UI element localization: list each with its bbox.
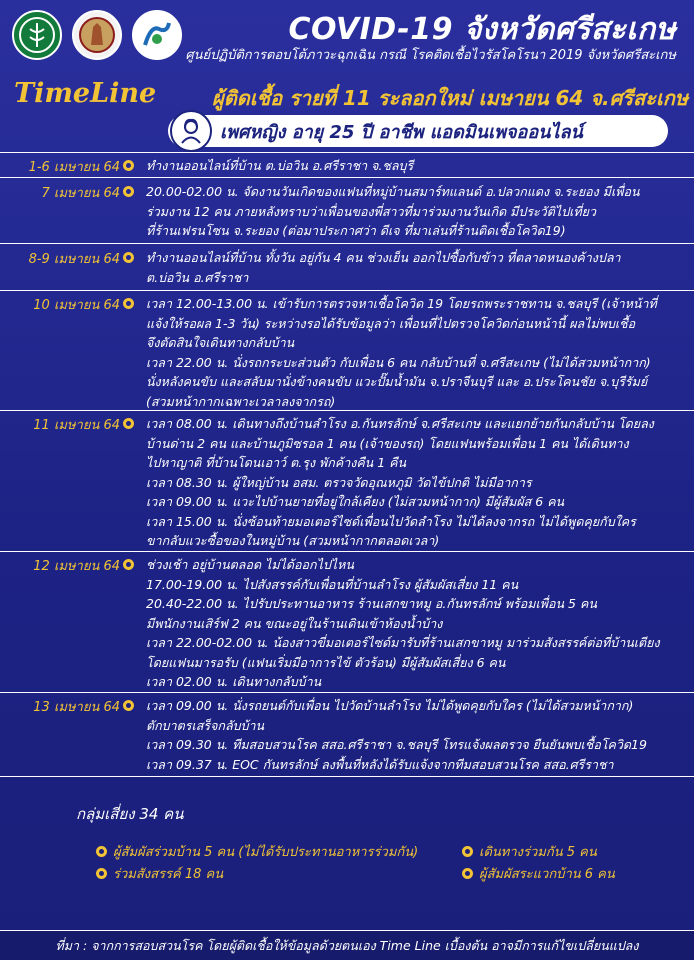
risk-item-label: เดินทางร่วมกัน 5 คน — [479, 845, 597, 860]
timeline-line: ทำงานออนไลน์ที่บ้าน ต.บ่อวิน อ.ศรีราชา จ.ชลบุรี — [146, 158, 414, 173]
risk-item — [462, 841, 597, 862]
timeline-line: 17.00-19.00 น. ไปสังสรรค์กับเพื่อนที่บ้านลำโรง ผู้สัมผัสเสี่ยง 11 คน — [146, 576, 519, 592]
timeline-date: 1-6 เมษายน 64 — [28, 160, 120, 175]
bullet-dot-icon — [462, 846, 473, 857]
timeline-body — [146, 696, 686, 774]
timeline-line: 20.40-22.00 น. ไปรับประทานอาหาร ร้านเสกขาหมู อ.กันทรลักษ์ พร้อมเพื่อน 5 คน — [146, 596, 597, 611]
timeline-line: ที่ร้านเฟรนโซน จ.ระยอง (ต่อมาประกาศว่า ดีเจ ที่มาเล่นที่ร้านติดเชื้อโควิด19) — [146, 223, 566, 238]
risk-item-label: ผู้สัมผัสระแวกบ้าน 6 คน — [479, 867, 615, 882]
timeline-line: เวลา 09.00 น. แวะไปบ้านยายที่อยู่ใกล้เคียง (ไม่สวมหน้ากาก) มีผู้สัมผัส 6 คน — [146, 494, 565, 509]
divider — [0, 177, 694, 178]
timeline-line: เวลา 09.30 น. ทีมสอบสวนโรค สสอ.ศรีราชา จ.ชลบุรี โทรแจ้งผลตรวจ ยืนยันพบเชื้อโควิด19 — [146, 737, 647, 752]
timeline-line: ไปหาญาติ ที่บ้านโดนเอาว์ ต.รุง พักค้างคืน 1 คืน — [146, 455, 407, 470]
divider — [0, 410, 694, 411]
provincial-seal-logo — [72, 10, 122, 60]
timeline-date: 7 เมษายน 64 — [41, 186, 120, 201]
risk-item — [96, 863, 223, 884]
eoc-logo — [132, 10, 182, 60]
timeline-line: เวลา 08.30 น. ผู้ใหญ่บ้าน อสม. ตรวจวัดอุณหภูมิ วัดไข้ปกติ ไม่มีอาการ — [146, 474, 532, 490]
risk-item-label: ผู้สัมผัสร่วมบ้าน 5 คน (ไม่ได้รับประทานอาหารร่วมกัน) — [113, 845, 419, 860]
timeline-line: เวลา 09.37 น. EOC กันทรลักษ์ ลงพื้นที่หลังได้รับแจ้งจากทีมสอบสวนโรค สสอ.ศรีราชา — [146, 756, 614, 772]
timeline-dot-icon — [123, 160, 134, 171]
divider — [0, 152, 694, 153]
divider — [0, 692, 694, 693]
timeline-date: 8-9 เมษายน 64 — [28, 252, 120, 267]
page-subtitle: ศูนย์ปฏิบัติการตอบโต้ภาวะฉุกเฉิน กรณี โรคติดเชื้อไวรัสโคโรนา 2019 จังหวัดศรีสะเกษ — [185, 48, 676, 63]
bullet-dot-icon — [96, 846, 107, 857]
timeline-dot-icon — [123, 700, 134, 711]
timeline-line: นั่งหลังคนขับ และสลับมานั่งข้างคนขับ แวะปั๊มน้ำมัน จ.ปราจีนบุรี และ อ.ประโคนชัย จ.บุรีรัมย์ — [146, 374, 648, 389]
timeline-dot-icon — [123, 186, 134, 197]
timeline-body — [146, 294, 686, 411]
timeline-banner — [0, 78, 694, 112]
divider — [0, 243, 694, 244]
timeline-date: 12 เมษายน 64 — [33, 559, 120, 574]
divider — [0, 776, 694, 777]
timeline-dot-icon — [123, 252, 134, 263]
timeline-line: เวลา 22.00 น. นั่งรถกระบะส่วนตัว กับเพื่อน 6 คน กลับบ้านที่ จ.ศรีสะเกษ (ไม่ได้สวมหน้ากาก) — [146, 354, 651, 370]
timeline-line: ต.บ่อวิน อ.ศรีราชา — [146, 269, 249, 285]
case-title: ผู้ติดเชื้อ รายที่ 11 ระลอกใหม่ เมษายน 64 จ.ศรีสะเกษ — [212, 86, 689, 110]
timeline-date: 11 เมษายน 64 — [33, 418, 120, 433]
timeline-line: จึงตัดสินใจเดินทางกลับบ้าน — [146, 335, 295, 350]
female-avatar-icon — [170, 110, 212, 152]
timeline-line: แจ้งให้รอผล 1-3 วัน) ระหว่างรอได้รับข้อมูลว่า เพื่อนที่ไปตรวจโควิดก่อนหน้านี้ ผลไม่พบเชื้อ — [146, 315, 636, 331]
bullet-dot-icon — [462, 868, 473, 879]
timeline-date: 10 เมษายน 64 — [33, 298, 120, 313]
timeline-line: (สวมหน้ากากเฉพาะเวลาลงจากรถ) — [146, 393, 336, 409]
timeline-dot-icon — [123, 559, 134, 570]
timeline-line: ช่วงเช้า อยู่บ้านตลอด ไม่ได้ออกไปไหน — [146, 557, 354, 572]
source-text: ที่มา : จากการสอบสวนโรค โดยผู้ติดเชื้อให้ข้อมูลด้วยตนเอง Time Line เบื้องต้น อาจมีการแก้ไขเปลี่ยนแปลง — [55, 937, 639, 953]
timeline-line: เวลา 09.00 น. นั่งรถยนต์กับเพื่อน ไปวัดบ้านลำโรง ไม่ได้พูดคุยกับใคร (ไม่ได้สวมหน้ากาก) — [146, 698, 634, 713]
timeline-line: ร่วมงาน 12 คน ภายหลังทราบว่าเพื่อนของพี่สาวที่มาร่วมงานวันเกิด มีประวัติไปเที่ยว — [146, 203, 596, 219]
timeline-body — [146, 248, 686, 287]
timeline-line: 20.00-02.00 น. จัดงานวันเกิดของแฟนที่หมู่บ้านสมาร์ทแลนด์ อ.ปลวกแดง จ.ระยอง มีเพื่อน — [146, 184, 640, 199]
timeline-body — [146, 555, 686, 692]
timeline-line: ขากลับแวะซื้อของในหมู่บ้าน (สวมหน้ากากตลอดเวลา) — [146, 533, 440, 548]
timeline-label: TimeLine — [14, 78, 157, 109]
timeline-line: เวลา 02.00 น. เดินทางกลับบ้าน — [146, 674, 322, 689]
divider — [0, 551, 694, 552]
timeline-line: เวลา 12.00-13.00 น. เข้ารับการตรวจหาเชื้อโควิด 19 โดยรถพระราชทาน จ.ชลบุรี (เจ้าหน้าที่ — [146, 296, 657, 311]
timeline-line: ทำงานออนไลน์ที่บ้าน ทั้งวัน อยู่กัน 4 คน ช่วงเย็น ออกไปซื้อกับข้าว ที่ตลาดหนองค้างปลา — [146, 250, 621, 265]
risk-item — [462, 863, 615, 884]
page-title: COVID-19 จังหวัดศรีสะเกษ — [288, 12, 676, 47]
case-info-pill — [168, 115, 668, 147]
timeline-dot-icon — [123, 298, 134, 309]
divider — [0, 290, 694, 291]
risk-item-label: ร่วมสังสรรค์ 18 คน — [113, 867, 224, 882]
timeline-line: ตักบาตรเสร็จกลับบ้าน — [146, 717, 265, 733]
timeline-dot-icon — [123, 418, 134, 429]
case-info-text: เพศหญิง อายุ 25 ปี อาชีพ แอดมินเพจออนไลน์ — [220, 121, 583, 143]
bullet-dot-icon — [96, 868, 107, 879]
source-footer — [0, 930, 694, 960]
timeline-body — [146, 156, 686, 176]
timeline-line: เวลา 22.00-02.00 น. น้องสาวขี่มอเตอร์ไซด์มารับที่ร้านเสกขาหมู มาร่วมสังสรรค์ต่อที่บ้านเตียง — [146, 635, 660, 650]
timeline-line: โดยแฟนมารอรับ (แฟนเริ่มมีอาการไข้ ตัวร้อน) มีผู้สัมผัสเสี่ยง 6 คน — [146, 654, 506, 670]
risk-item — [96, 841, 418, 862]
timeline-line: เวลา 08.00 น. เดินทางถึงบ้านลำโรง อ.กันทรลักษ์ จ.ศรีสะเกษ และแยกย้ายกันกลับบ้าน โดยลง — [146, 416, 654, 431]
timeline-line: มีพนักงานเสิร์ฟ 2 คน ขณะอยู่ในร้านเดินเข้าห้องน้ำบ้าง — [146, 615, 443, 631]
timeline-line: บ้านด่าน 2 คน และบ้านภูมิซรอล 1 คน (เจ้าของรถ) โดยแฟนพร้อมเพื่อน 1 คน ได้เดินทาง — [146, 435, 629, 451]
risk-group-title: กลุ่มเสี่ยง 34 คน — [76, 805, 184, 823]
timeline-body — [146, 414, 686, 551]
timeline-date: 13 เมษายน 64 — [33, 700, 120, 715]
header — [0, 0, 694, 82]
timeline-body — [146, 182, 686, 241]
moph-logo — [12, 10, 62, 60]
timeline-line: เวลา 15.00 น. นั่งซ้อนท้ายมอเตอร์ไซด์เพื่อนไปวัดลำโรง ไม่ได้ลงจากรถ ไม่ได้พูดคุยกับใคร — [146, 513, 636, 529]
